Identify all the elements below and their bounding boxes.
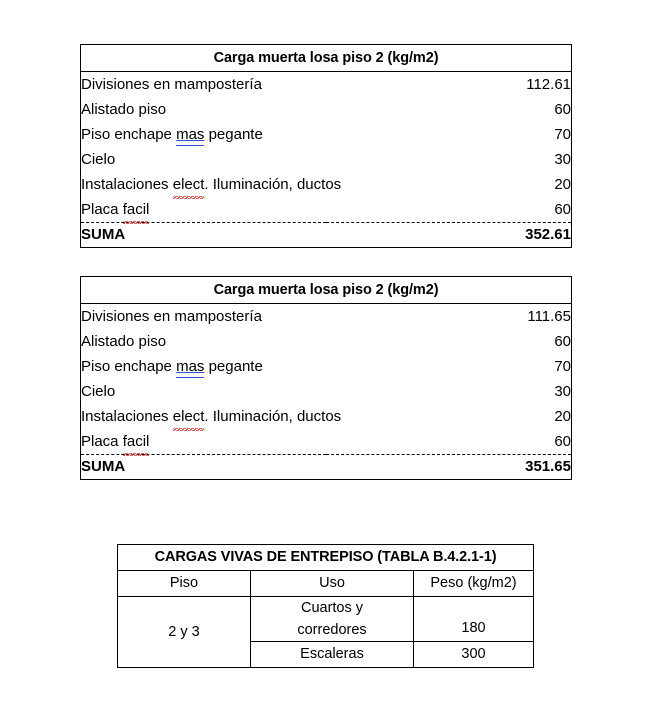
sum-value: 352.61 [326, 223, 572, 248]
table-row [81, 72, 572, 98]
row-value: 60 [554, 333, 571, 350]
sum-label: SUMA [81, 455, 327, 480]
row-value: 112.61 [526, 76, 571, 93]
column-header-piso: Piso [118, 571, 251, 597]
row-value: 20 [554, 176, 571, 193]
row-label [81, 404, 342, 429]
row-label [81, 354, 327, 379]
table-row [81, 304, 572, 330]
uso-value-line2: corredores [297, 622, 367, 638]
table-row [81, 147, 572, 172]
table-row [81, 404, 572, 429]
table-row [81, 122, 572, 147]
table-sum-row [81, 455, 572, 480]
live-load-table [117, 544, 534, 668]
row-label-text: Instalaciones [81, 176, 173, 193]
row-label [81, 72, 327, 98]
row-label-text: Instalaciones [81, 408, 173, 425]
row-label-text: Placa [81, 201, 123, 218]
row-label-text: Cielo [81, 383, 116, 400]
row-label-text-tail: . Iluminación, ductos [204, 176, 342, 193]
row-label-text: Alistado piso [81, 101, 167, 118]
piso-value: 2 y 3 [118, 597, 251, 668]
live-load-header-row [118, 571, 534, 597]
row-label [81, 329, 327, 354]
row-label [81, 97, 327, 122]
row-label-text: Piso enchape [81, 126, 177, 143]
table-row [118, 597, 534, 642]
row-label-text: Alistado piso [81, 333, 167, 350]
row-label [81, 429, 327, 455]
table-row [81, 97, 572, 122]
table-row [81, 329, 572, 354]
table-row [81, 429, 572, 455]
row-value: 60 [554, 101, 571, 118]
table-row [81, 354, 572, 379]
row-label-text: Placa [81, 433, 123, 450]
row-value: 70 [554, 126, 571, 143]
dead-load-table-1-title: Carga muerta losa piso 2 (kg/m2) [81, 45, 572, 72]
row-label-text: Divisiones en mampostería [81, 76, 262, 93]
row-label [81, 147, 327, 172]
column-header-uso: Uso [251, 571, 414, 597]
table-row [81, 197, 572, 223]
row-value: 30 [554, 151, 571, 168]
uso-value-line1: Cuartos y [300, 600, 364, 616]
row-value: 70 [554, 358, 571, 375]
row-label [81, 172, 342, 197]
uso-value [251, 597, 414, 642]
table-row [81, 172, 572, 197]
spelling-error-text: facil [123, 197, 150, 222]
peso-value: 180 [414, 597, 534, 642]
column-header-peso: Peso (kg/m2) [414, 571, 534, 597]
grammar-error-text: mas [176, 126, 205, 143]
row-label-text-tail: . Iluminación, ductos [204, 408, 342, 425]
dead-load-table-2 [80, 276, 572, 480]
row-label [81, 122, 327, 147]
row-label-text-tail: pegante [204, 126, 263, 143]
spelling-error-text: elect [173, 172, 205, 197]
uso-value: Escaleras [251, 642, 414, 668]
row-label-text: Divisiones en mampostería [81, 308, 262, 325]
dead-load-table-2-title: Carga muerta losa piso 2 (kg/m2) [81, 277, 572, 304]
row-label [81, 304, 327, 330]
spelling-error-text: elect [173, 404, 205, 429]
sum-value: 351.65 [326, 455, 572, 480]
row-value: 30 [554, 383, 571, 400]
spelling-error-text: facil [123, 429, 150, 454]
row-value: 60 [554, 201, 571, 218]
row-label [81, 379, 327, 404]
live-load-table-title: CARGAS VIVAS DE ENTREPISO (TABLA B.4.2.1-1) [118, 545, 534, 571]
dead-load-table-1 [80, 44, 572, 248]
sum-label: SUMA [81, 223, 327, 248]
row-value: 20 [554, 408, 571, 425]
row-label-text: Piso enchape [81, 358, 177, 375]
row-label [81, 197, 327, 223]
table-row [81, 379, 572, 404]
table-title-row [81, 277, 572, 304]
table-title-row [81, 45, 572, 72]
peso-value: 300 [414, 642, 534, 668]
row-value: 60 [554, 433, 571, 450]
row-label-text-tail: pegante [204, 358, 263, 375]
grammar-error-text: mas [176, 358, 205, 375]
row-value: 111.65 [527, 308, 571, 325]
table-sum-row [81, 223, 572, 248]
live-load-title-row [118, 545, 534, 571]
row-label-text: Cielo [81, 151, 116, 168]
